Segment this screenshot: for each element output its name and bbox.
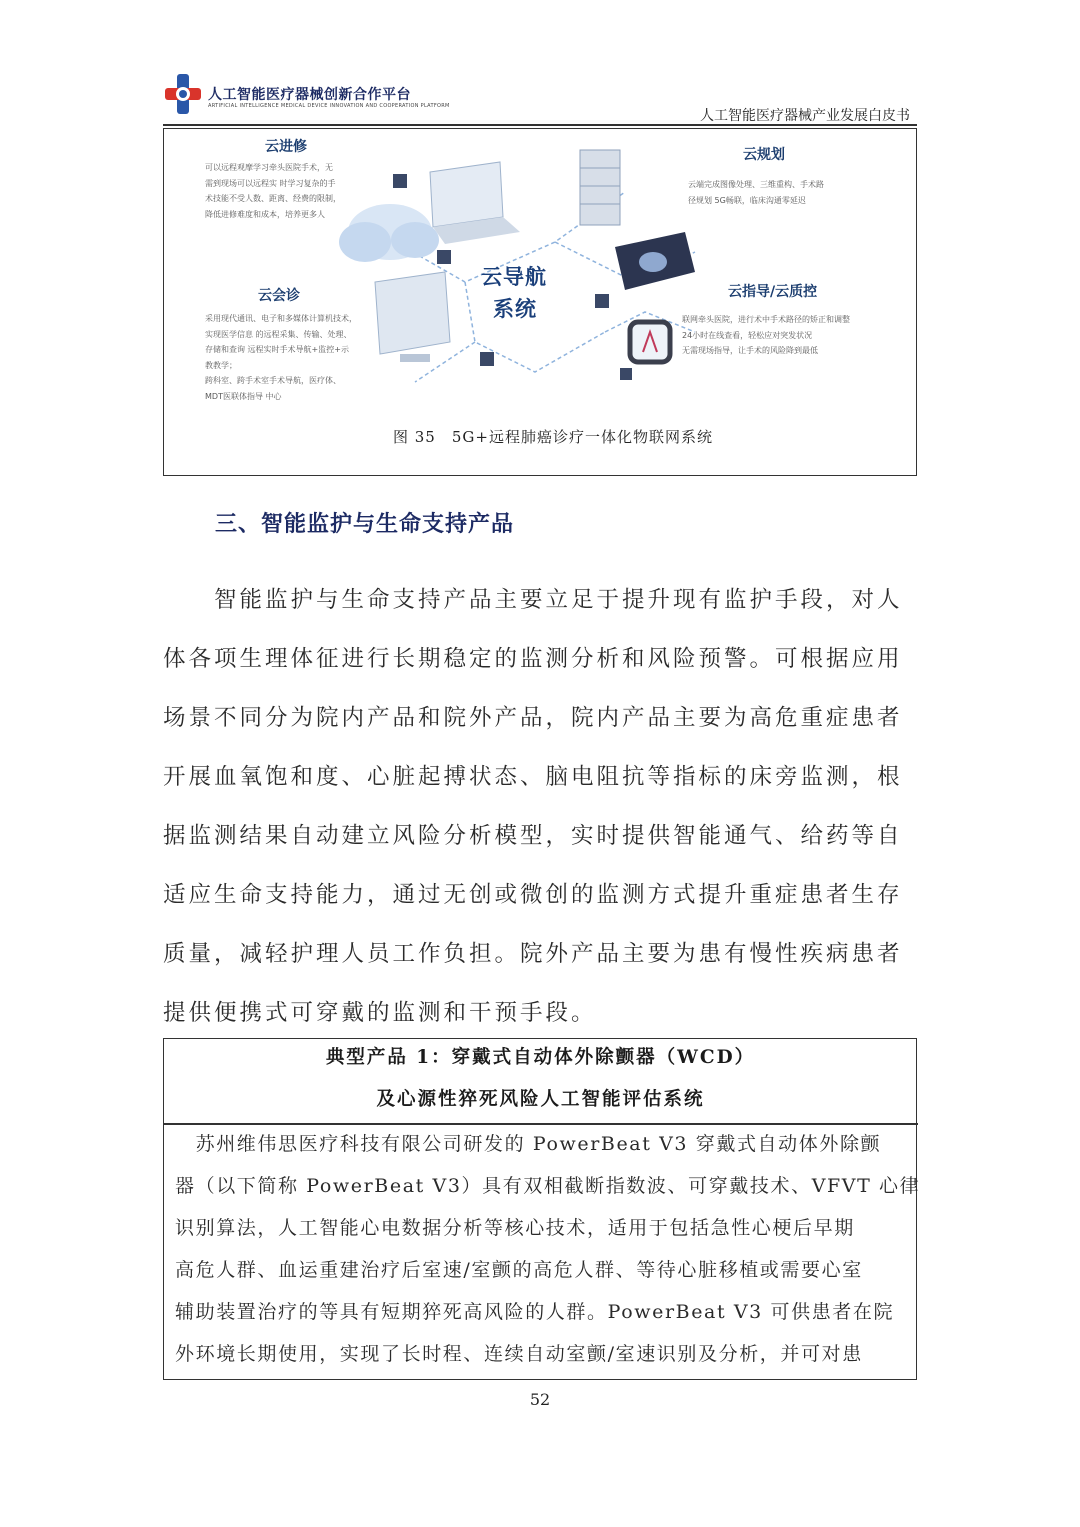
server-icon bbox=[580, 150, 620, 225]
nav-system-title-2: 系统 bbox=[493, 297, 537, 321]
section-heading: 三、智能监护与生命支持产品 bbox=[215, 512, 515, 537]
body-line: 开展血氧饱和度、心脏起搏状态、脑电阻抗等指标的床旁监测，根 bbox=[163, 764, 903, 790]
product-box-divider bbox=[163, 1123, 918, 1125]
product-box-line: 苏州维伟思医疗科技有限公司研发的 PowerBeat V3 穿戴式自动体外除颤 bbox=[175, 1133, 882, 1155]
body-line: 适应生命支持能力，通过无创或微创的监测方式提升重症患者生存 bbox=[163, 882, 903, 908]
cloud-icon bbox=[339, 204, 439, 262]
product-box-line: 高危人群、血运重建治疗后室速/室颤的高危人群、等待心脏移植或需要心室 bbox=[175, 1259, 863, 1281]
platform-logo-icon bbox=[163, 72, 203, 116]
product-box-line: 辅助装置治疗的等具有短期猝死高风险的人群。PowerBeat V3 可供患者在院 bbox=[175, 1301, 895, 1323]
org-subtitle: ARTIFICIAL INTELLIGENCE MEDICAL DEVICE INNOVATION AND COOPERATION PLATFORM bbox=[208, 103, 450, 109]
body-line: 场景不同分为院内产品和院外产品，院内产品主要为高危重症患者 bbox=[163, 705, 903, 731]
smartwatch-icon bbox=[630, 322, 670, 362]
cloud-training-desc: 可以远程观摩学习牵头医院手术，无 需到现场可以远程实 时学习复杂的手 术技能不受人数、距离、经费的限制， 降低进修难度和成本，培养更多人 bbox=[205, 163, 341, 219]
body-line: 质量，减轻护理人员工作负担。院外产品主要为患有慢性疾病患者 bbox=[163, 941, 903, 967]
page-number: 52 bbox=[529, 1390, 551, 1409]
cloud-consult-desc: 采用现代通讯、电子和多媒体计算机技术， 实现医学信息 的远程采集、传输、处理、 存储和查询 远程实时手术导航+监控+示 教教学； 跨科室、跨手术室手术导航，医疗体、 MDT医联体指导 中心 bbox=[205, 314, 357, 401]
product-box-line: 识别算法，人工智能心电数据分析等核心技术，适用于包括急性心梗后早期 bbox=[175, 1217, 855, 1239]
cloud-guidance-desc: 联网牵头医院，进行术中手术路径的矫正和调整 24小时在线查看，轻松应对突发状况 无需现场指导，让手术的风险降到最低 bbox=[682, 315, 850, 355]
body-line: 提供便携式可穿戴的监测和干预手段。 bbox=[163, 1000, 597, 1026]
body-line: 体各项生理体征进行长期稳定的监测分析和风险预警。可根据应用 bbox=[163, 646, 903, 672]
cloud-planning-title: 云规划 bbox=[743, 147, 785, 163]
body-line: 智能监护与生命支持产品主要立足于提升现有监护手段，对人 bbox=[163, 587, 903, 613]
monitor-icon bbox=[375, 272, 450, 362]
org-title: 人工智能医疗器械创新合作平台 bbox=[208, 87, 411, 103]
tablet-icon bbox=[615, 232, 695, 290]
cloud-consult-title: 云会诊 bbox=[258, 288, 300, 304]
figure-caption: 图 35 5G+远程肺癌诊疗一体化物联网系统 bbox=[393, 428, 713, 446]
cloud-planning-desc: 云端完成图像处理、三维重构、手术路 径规划 5G畅联，临床沟通零延迟 bbox=[688, 180, 824, 205]
laptop-icon bbox=[430, 162, 520, 244]
cloud-training-title: 云进修 bbox=[265, 139, 307, 155]
product-box-line: 器（以下简称 PowerBeat V3）具有双相截断指数波、可穿戴技术、VFVT 心律 bbox=[175, 1175, 921, 1197]
cloud-guidance-title: 云指导/云质控 bbox=[728, 284, 818, 300]
document-title: 人工智能医疗器械产业发展白皮书 bbox=[700, 108, 910, 124]
product-box-subtitle: 及心源性猝死风险人工智能评估系统 bbox=[376, 1089, 705, 1110]
product-box-title: 典型产品 1：穿戴式自动体外除颤器（WCD） bbox=[325, 1047, 756, 1068]
header-divider bbox=[163, 124, 917, 126]
nav-system-title-1: 云导航 bbox=[481, 265, 547, 289]
product-box-line: 外环境长期使用，实现了长时程、连续自动室颤/室速识别及分析，并可对患 bbox=[175, 1343, 863, 1365]
body-line: 据监测结果自动建立风险分析模型，实时提供智能通气、给药等自 bbox=[163, 823, 903, 849]
